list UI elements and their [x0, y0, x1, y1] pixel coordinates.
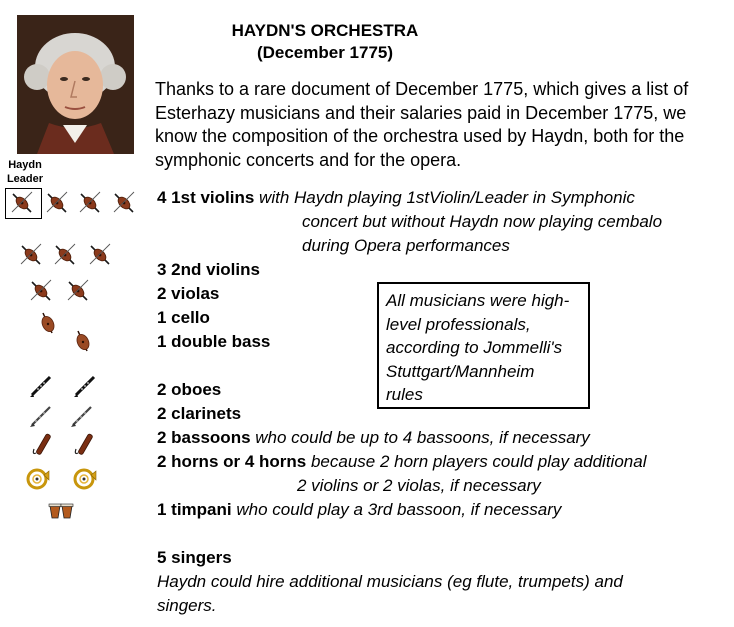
info-box-line: rules: [386, 385, 423, 404]
oboe-icon: [28, 373, 54, 399]
timpani-icon: [48, 500, 74, 522]
info-box-line: Stuttgart/Mannheim: [386, 361, 535, 381]
violin-icon: [9, 190, 35, 216]
horns-count: 2 horns or 4 horns: [157, 452, 307, 471]
first-violins-count: 4 1st violins: [157, 188, 255, 207]
timpani-note: who could play a 3rd bassoon, if necessary: [231, 500, 562, 519]
violin-icon: [77, 190, 103, 216]
bassoons-line: [157, 426, 590, 450]
info-box-line: level professionals,: [386, 314, 531, 334]
page-subtitle: (December 1775): [256, 43, 394, 62]
additional-musicians-note: Haydn could hire additional musicians (eg flute, trumpets) and: [157, 572, 623, 591]
bassoon-icon: [72, 431, 98, 457]
violin-icon: [52, 242, 78, 268]
first-violins-note-cont: concert but without Haydn now playing cembalo: [302, 212, 663, 231]
timpani-line: [157, 498, 561, 522]
double-bass-icon: [71, 328, 99, 356]
double-bass-line: [157, 330, 270, 354]
clarinet-icon: [28, 403, 54, 429]
violin-icon: [44, 190, 70, 216]
violin-icon: [87, 242, 113, 268]
cello-icon: [36, 310, 64, 338]
cello-count: 1 cello: [157, 308, 210, 327]
bassoons-note: who could be up to 4 bassoons, if necessary: [250, 428, 590, 447]
violin-icon: [18, 242, 44, 268]
intro-paragraph: Thanks to a rare document of December 1775, which gives a list of Esterhazy musicians and their salaries paid in December 1775, we know the composition of the orchestra used by Haydn, both for the symphonic concerts and for the opera.: [155, 79, 689, 170]
first-violins-note-cont: during Opera performances: [302, 236, 510, 255]
horns-note-cont: 2 violins or 2 violas, if necessary: [297, 476, 541, 495]
violas-count: 2 violas: [157, 284, 220, 303]
clarinets-line: [157, 402, 241, 426]
additional-musicians-note-cont: singers.: [157, 596, 217, 615]
second-violins-count: 3 2nd violins: [157, 260, 260, 279]
oboes-count: 2 oboes: [157, 380, 222, 399]
viola-icon: [28, 278, 54, 304]
horns-line: [157, 450, 646, 474]
page-title: HAYDN'S ORCHESTRA: [231, 21, 419, 40]
haydn-leader-label: Haydn Leader: [6, 159, 44, 185]
haydn-portrait: [17, 15, 134, 154]
info-box-line: All musicians were high-: [386, 291, 570, 310]
musicians-info-box: [377, 282, 590, 409]
viola-icon: [65, 278, 91, 304]
first-violins-line: [157, 186, 635, 210]
first-violins-note: with Haydn playing 1stViolin/Leader in Symphonic: [254, 188, 635, 207]
cello-line: [157, 306, 210, 330]
horns-note: because 2 horn players could play additional: [306, 452, 647, 471]
violin-icon: [111, 190, 137, 216]
timpani-count: 1 timpani: [157, 500, 232, 519]
double-bass-count: 1 double bass: [157, 332, 271, 351]
clarinets-count: 2 clarinets: [157, 404, 242, 423]
oboes-line: [157, 378, 221, 402]
clarinet-icon: [69, 403, 95, 429]
bassoon-icon: [30, 431, 56, 457]
oboe-icon: [72, 373, 98, 399]
singers-line: [157, 546, 232, 570]
info-box-line: according to Jommelli's: [386, 338, 563, 357]
horn-icon: [24, 466, 50, 492]
second-violins-line: [157, 258, 260, 282]
bassoons-count: 2 bassoons: [157, 428, 251, 447]
violas-line: [157, 282, 219, 306]
horn-icon: [71, 466, 97, 492]
singers-count: 5 singers: [157, 548, 232, 567]
